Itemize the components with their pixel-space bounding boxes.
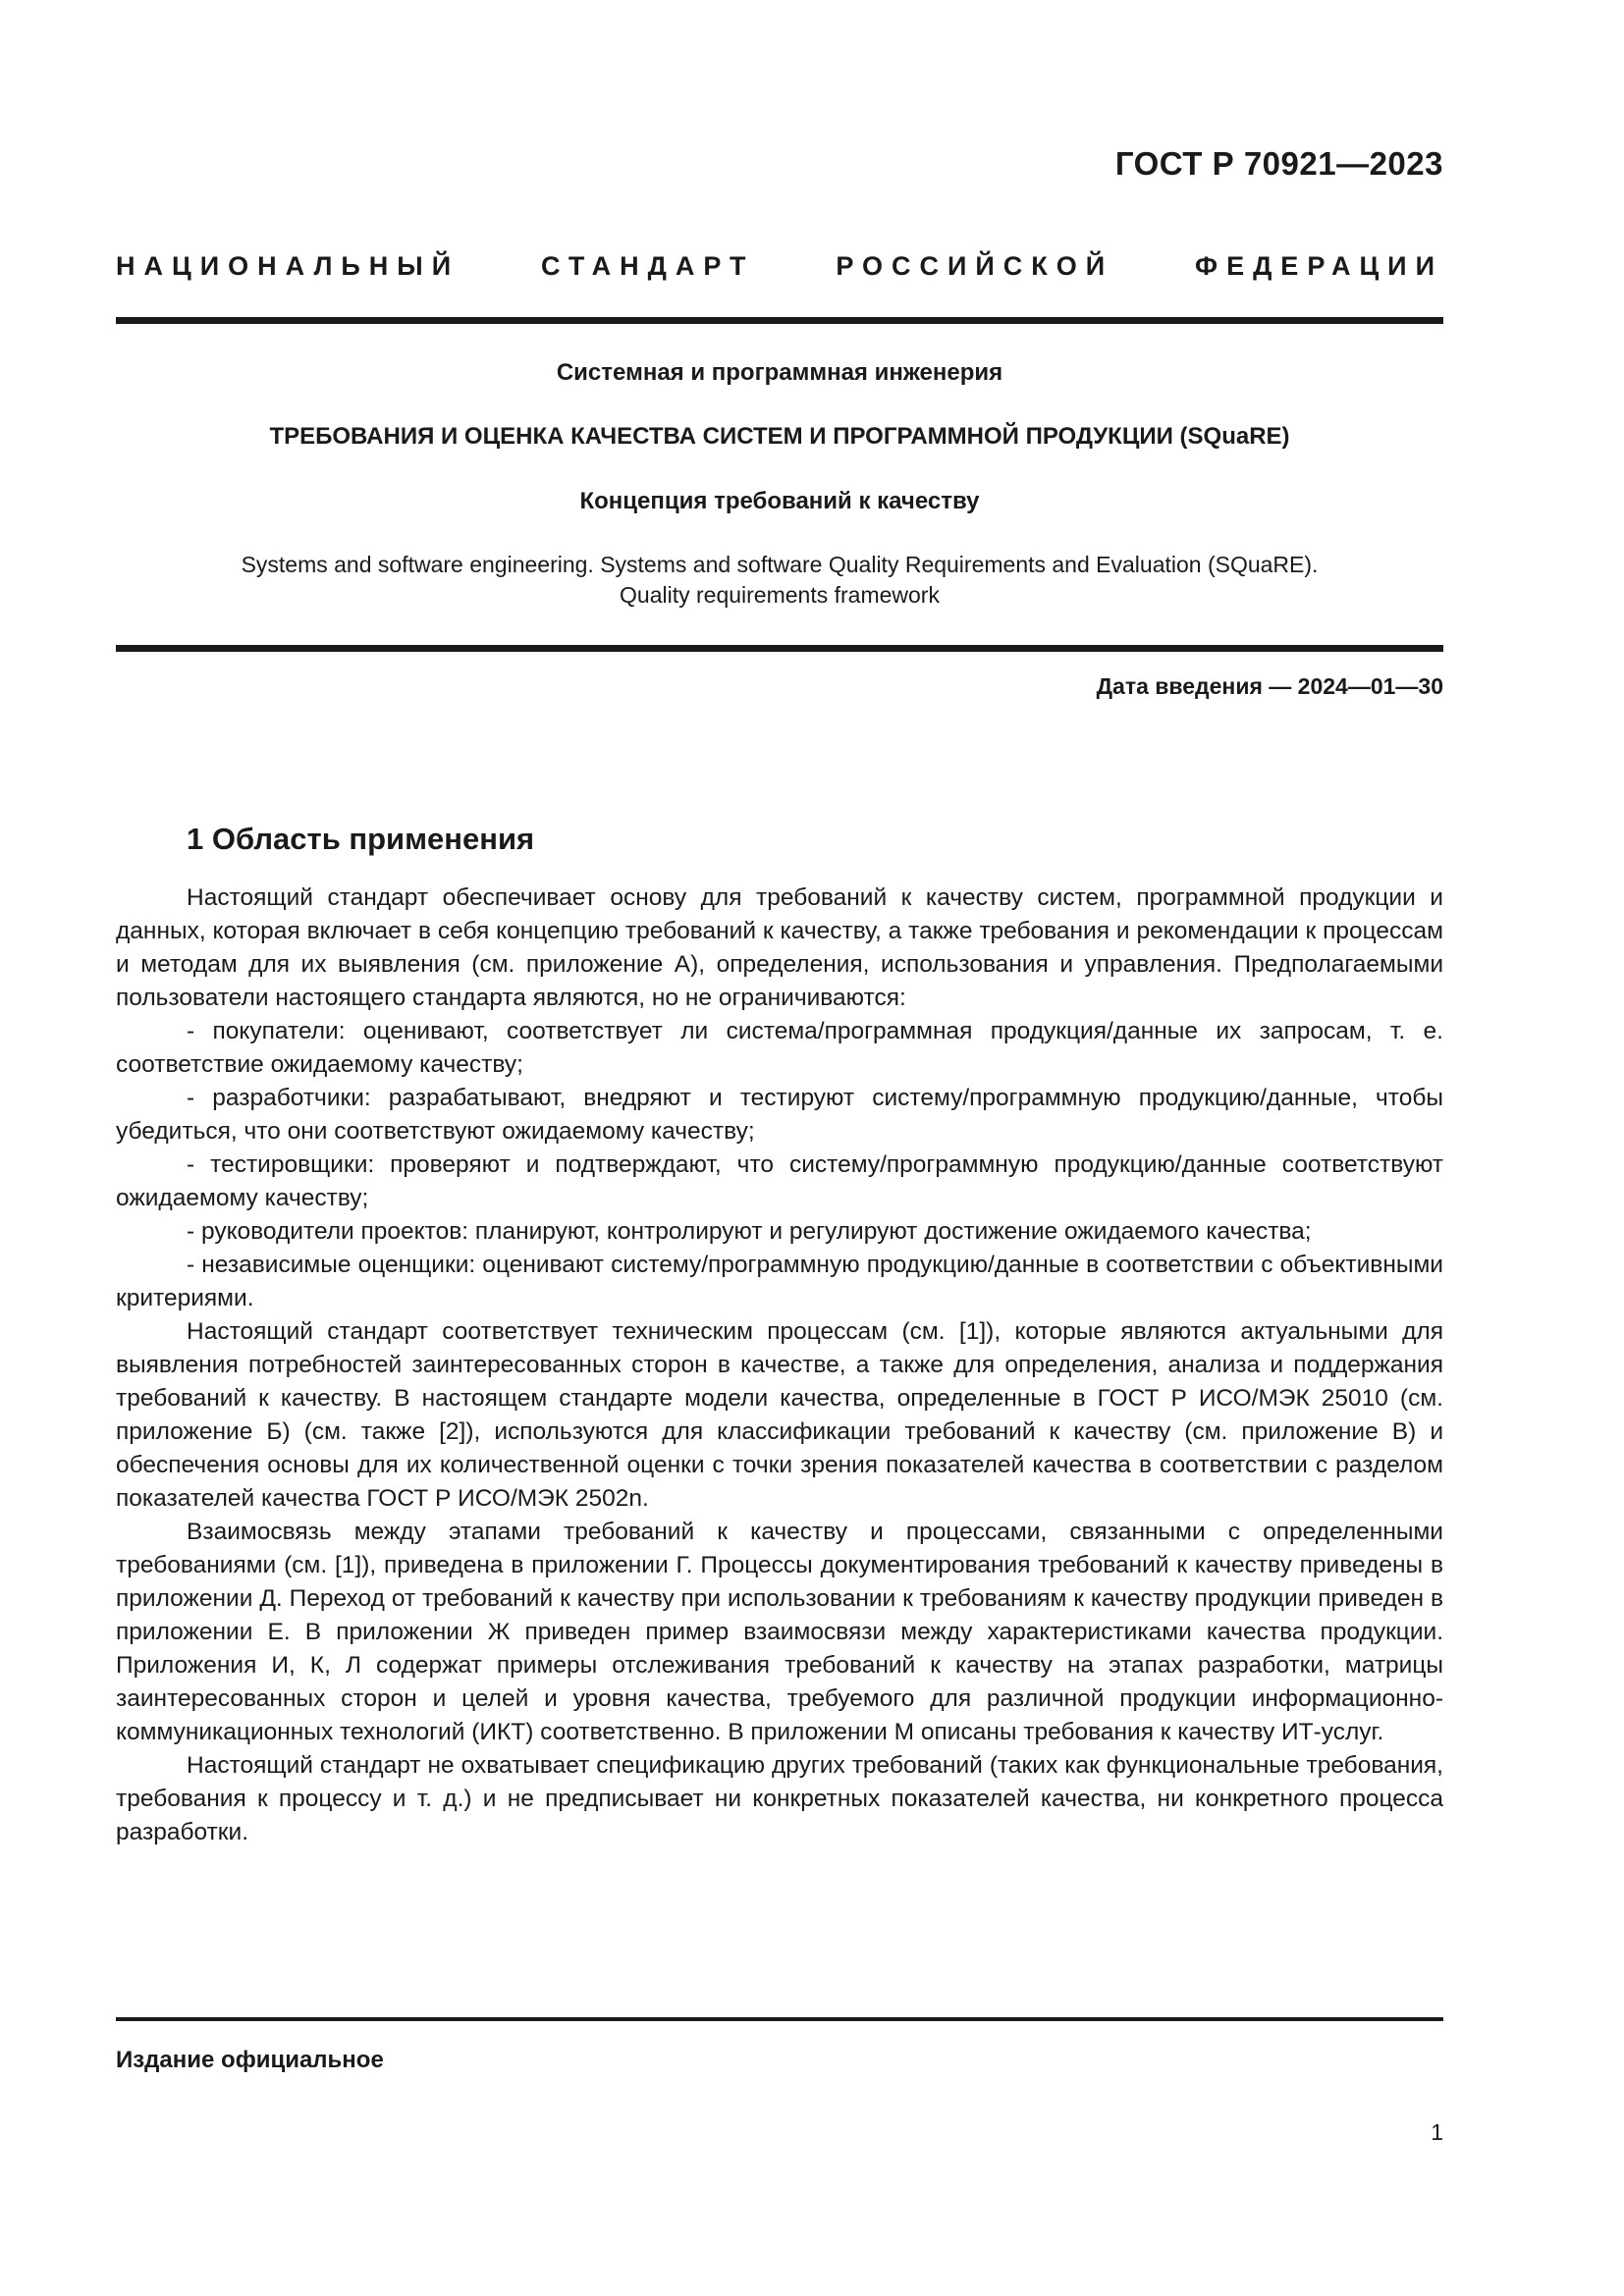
- paragraph: Настоящий стандарт обеспечивает основу для требований к качеству систем, программной продукции и данных, которая включает в себя концепцию требований к качеству, а также требования и рекомендации к процессам и методам для их выявления (см. приложение А), определения, использования и управления. Предполагаемыми пользователи настоящего стандарта являются, но не ограничиваются:: [116, 884, 1443, 1011]
- section-body: [116, 881, 1443, 1849]
- gost-number: ГОСТ Р 70921—2023: [1114, 145, 1443, 182]
- english-title-line-1: Systems and software engineering. Systems and software Quality Requirements and Evaluation (SQuaRE).: [241, 552, 1319, 577]
- title-line-3: Концепция требований к качеству: [579, 488, 980, 514]
- official-edition-label: Издание официальное: [116, 2047, 384, 2073]
- title-bottom-rule: [116, 645, 1443, 652]
- list-item: - руководители проектов: планируют, контролируют и регулируют достижение ожидаемого качества;: [187, 1218, 1312, 1245]
- english-title: [116, 550, 1443, 611]
- title-line-1: Системная и программная инженерия: [556, 359, 1003, 386]
- page-number: 1: [1431, 2119, 1443, 2145]
- paragraph: Настоящий стандарт соответствует техническим процессам (см. [1]), которые являются актуальными для выявления потребностей заинтересованных сторон в качестве, а также для определения, анализа и поддержания требований к качеству. В настоящем стандарте модели качества, определенные в ГОСТ Р ИСО/МЭК 25010 (см. приложение Б) (см. также [2]), используются для классификации требований к качеству (см. приложение В) и обеспечения основы для их количественной оценки с точки зрения показателей качества в соответствии с разделом показателей качества ГОСТ Р ИСО/МЭК 2502n.: [116, 1318, 1443, 1512]
- list-item: - разработчики: разрабатывают, внедряют и тестируют систему/программную продукцию/данные, чтобы убедиться, что они соответствуют ожидаемому качеству;: [116, 1085, 1443, 1145]
- national-standard-heading: НАЦИОНАЛЬНЫЙ СТАНДАРТ РОССИЙСКОЙ ФЕДЕРАЦИИ: [116, 251, 1443, 281]
- list-item: - тестировщики: проверяют и подтверждают, что систему/программную продукцию/данные соответствуют ожидаемому качеству;: [116, 1151, 1443, 1211]
- list-item: - независимые оценщики: оценивают систему/программную продукцию/данные в соответствии с объективными критериями.: [116, 1252, 1443, 1311]
- introduction-date: Дата введения — 2024—01—30: [1096, 673, 1443, 699]
- paragraph: Взаимосвязь между этапами требований к качеству и процессами, связанными с определенными требованиями (см. [1]), приведена в приложении Г. Процессы документирования требований к качеству приведены в приложении Д. Переход от требований к качеству при использовании к требованиям к качеству продукции приведен в приложении Е. В приложении Ж приведен пример взаимосвязи между характеристиками качества продукции. Приложения И, К, Л содержат примеры отслеживания требований к качеству на этапах разработки, матрицы заинтересованных сторон и целей и уровня качества, требуемого для различной продукции информационно-коммуникационных технологий (ИКТ) соответственно. В приложении М описаны требования к качеству ИТ-услуг.: [116, 1519, 1443, 1745]
- section-title: 1 Область применения: [187, 822, 535, 856]
- footer-rule: [116, 2017, 1443, 2021]
- top-rule: [116, 317, 1443, 324]
- english-title-line-2: Quality requirements framework: [620, 582, 940, 608]
- title-line-2: ТРЕБОВАНИЯ И ОЦЕНКА КАЧЕСТВА СИСТЕМ И ПРОГРАММНОЙ ПРОДУКЦИИ (SQuaRE): [269, 423, 1290, 450]
- paragraph: Настоящий стандарт не охватывает спецификацию других требований (таких как функциональные требования, требования к процессу и т. д.) и не предписывает ни конкретных показателей качества, ни конкретного процесса разработки.: [116, 1752, 1443, 1845]
- list-item: - покупатели: оценивают, соответствует ли система/программная продукция/данные их запросам, т. е. соответствие ожидаемому качеству;: [116, 1018, 1443, 1078]
